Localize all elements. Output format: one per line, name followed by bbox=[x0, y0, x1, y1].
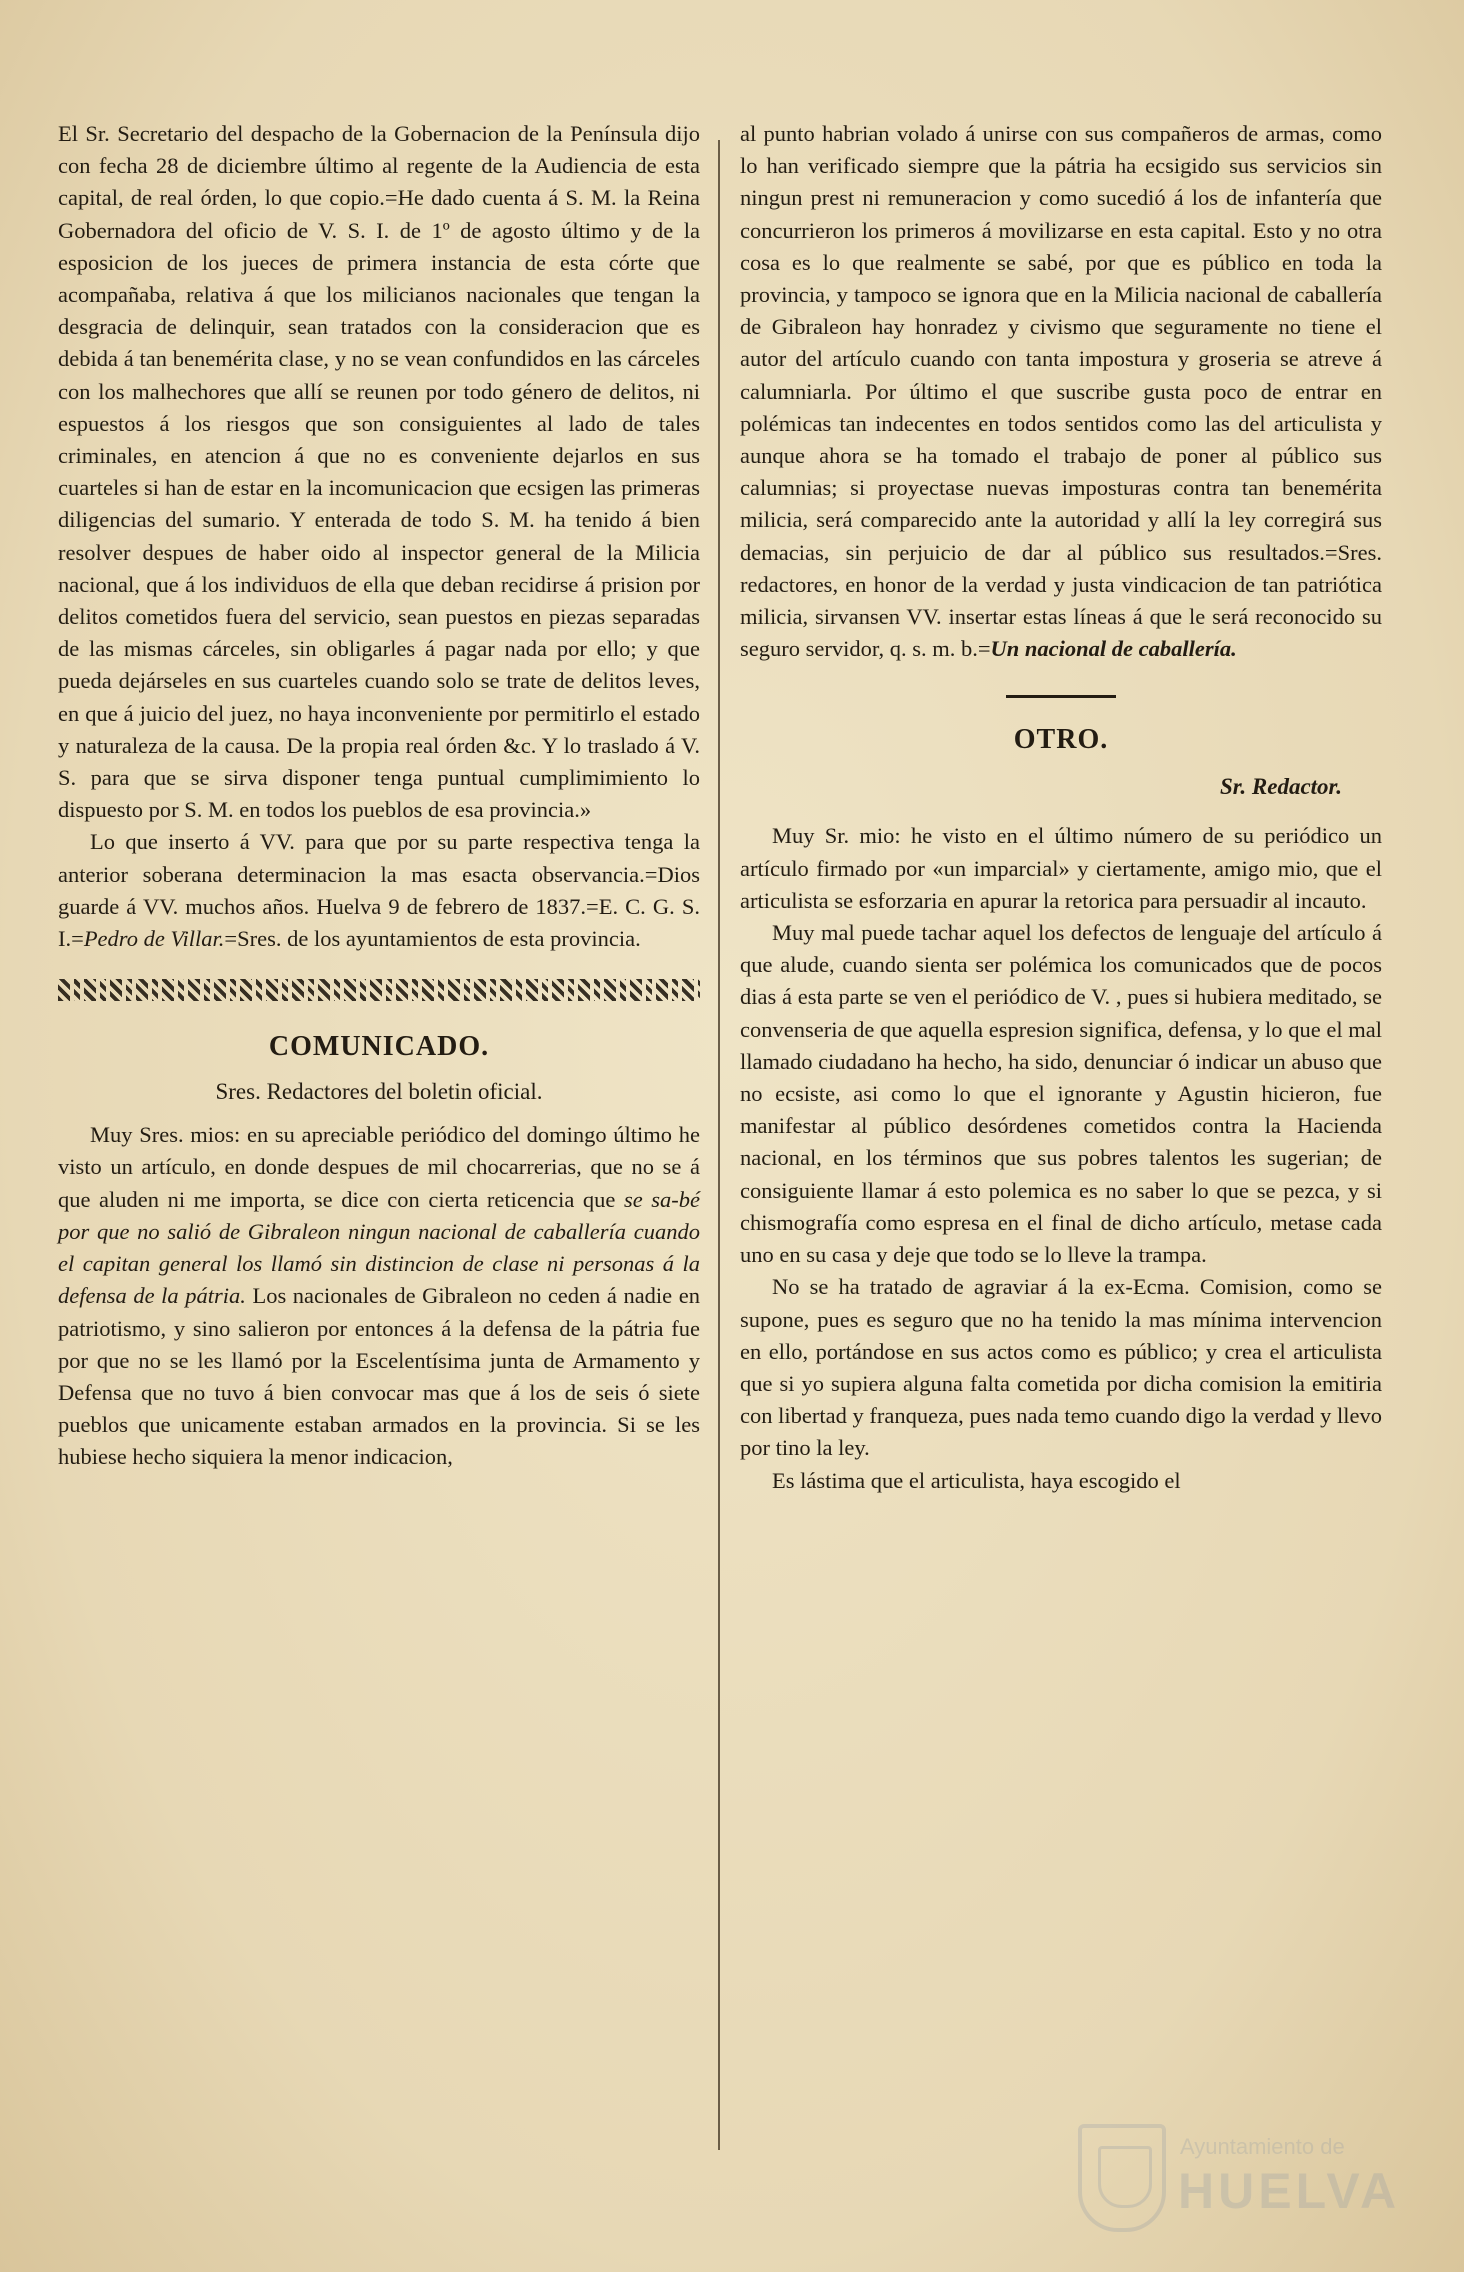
comunicado-text-start: Muy Sres. mios: en su apreciable periódico del domingo último he visto un artículo, en donde despues de mil chocarrerias, que no se á que aluden ni me importa, se dice con cierta reticencia que bbox=[58, 1122, 700, 1212]
otro-paragraph-1: Muy Sr. mio: he visto en el último número de su periódico un artículo firmado por «un imparcial» y ciertamente, amigo mio, que el articulista se esforzaria en apurar la retorica para persuadir al incauto. bbox=[740, 823, 1382, 913]
official-order-closing bbox=[58, 826, 700, 955]
coat-of-arms-icon bbox=[1078, 2124, 1166, 2232]
otro-paragraph-4: Es lástima que el articulista, haya escogido el bbox=[772, 1467, 1181, 1493]
comunicado-heading: COMUNICADO. bbox=[268, 1031, 490, 1063]
otro-heading: OTRO. bbox=[1013, 724, 1109, 756]
column-divider bbox=[718, 140, 720, 2150]
otro-paragraph-2: Muy mal puede tachar aquel los defectos de lenguaje del artículo á que alude, cuando sienta ser polémica los comunicados que de pocos dias á esta parte se ven el periódico de V. , pues si hubiera meditado, se convenseria de que aquella espresion significa, defensa, y lo que el mal llamado ciudadano ha hecho, ha sido, denunciar ó indicar un abuso que no ecsiste, asi como lo que el ignorante y Agustin hicieron, fue manifestar al público desórdenes cometidos contra la Hacienda nacional, en los términos que sus pobres talentos les sugerian; de consiguiente llamar á esto polemica es no saber lo que se pezca, y si chismografía como espresa en el final de dicho artículo, metase cada uno en su casa y deje que todo se lo lleve la trampa. bbox=[740, 920, 1382, 1268]
continuation-text: al punto habrian volado á unirse con sus compañeros de armas, como lo han verificado siempre que la pátria ha ecsigido sus servicios sin ningun prest ni remuneracion y como sucedió á los de infantería que concurrieron los primeros á movilizarse en esta capital. Esto y no otra cosa es lo que realmente se sabé, por que es público en toda la provincia, y tampoco se ignora que en la Milicia nacional de caballería de Gibraleon hay honradez y civismo que seguramente no tiene el autor del artículo cuando con tanta impostura y groseria se atreve á calumniarla. Por último el que suscribe gusta poco de entrar en polémicas tan indecentes en todos sentidos como las del articulista y aunque ahora se ha tomado el trabajo de poner al público sus calumnias; si proyectase nuevas imposturas contra tan benemérita milicia, será comparecido ante la autoridad y allí la ley corregirá sus demacias, sin perjuicio de dar al público sus resultados.=Sres. redactores, en honor de la verdad y justa vindicacion de tan patriótica milicia, sirvansen VV. insertar estas líneas á que le será reconocido su seguro servidor, q. s. m. b.= bbox=[740, 121, 1382, 662]
signature-villar: Pedro de Villar. bbox=[83, 926, 225, 952]
watermark-line-1: Ayuntamiento de bbox=[1180, 2134, 1345, 2159]
comunicado-continuation bbox=[740, 118, 1382, 665]
closing-text: Lo que inserto á VV. para que por su parte respectiva tenga la anterior soberana determinacion la mas esacta observancia.=Dios guarde á VV. muchos años. Huelva 9 de febrero de 1837.=E. C. G. S. I.= bbox=[58, 829, 700, 952]
signature-nacional: Un nacional de caballería. bbox=[990, 636, 1237, 662]
section-rule bbox=[1006, 695, 1116, 698]
decorative-divider bbox=[58, 979, 700, 1001]
left-column bbox=[58, 118, 700, 1474]
closing-recipients: =Sres. de los ayuntamientos de esta provincia. bbox=[224, 926, 641, 952]
otro-paragraph-3: No se ha tratado de agraviar á la ex-Ecma. Comision, como se supone, pues es seguro que no ha tenido la mas mínima intervencion en ello, portándose en sus actos como es público; y crea el articulista que si yo supiera alguna falta cometida por dicha comision la emitiria con libertad y franqueza, pues nada temo cuando digo la verdad y llevo por tino la ley. bbox=[740, 1274, 1382, 1461]
watermark-line-2: HUELVA bbox=[1178, 2163, 1401, 2219]
right-column bbox=[740, 118, 1382, 1497]
comunicado-paragraph bbox=[58, 1119, 700, 1473]
official-order-paragraph: El Sr. Secretario del despacho de la Gobernacion de la Península dijo con fecha 28 de diciembre último al regente de la Audiencia de esta capital, de real órden, lo que copio.=He dado cuenta á S. M. la Reina Gobernadora del oficio de V. S. I. de 1º de agosto último y de la esposicion de los jueces de primera instancia de esta córte que acompañaba, relativa á que los milicianos nacionales que tengan la desgracia de delinquir, sean tratados con la consideracion que es debida á tan benemérita clase, y no se vean confundidos en las cárceles con los malhechores que allí se reunen por todo género de delitos, ni espuestos á los riesgos que son consiguientes al lado de tales criminales, en atencion á que no es conveniente dejarlos en sus cuarteles si han de estar en la incomunicacion que ecsigen las primeras diligencias del sumario. Y enterada de todo S. M. ha tenido á bien resolver despues de haber oido al inspector general de la Milicia nacional, que á los individuos de ella que deban recidirse á prision por delitos cometidos fuera del servicio, sean puestos en piezas separadas de las mismas cárceles, sin obligarles á pagar nada por ello; y que pueda dejárseles en sus cuarteles cuando solo se trate de delitos leves, en que á juicio del juez, no haya inconveniente por permitirlo el estado y naturaleza de la causa. De la propia real órden &c. Y lo traslado á V. S. para que se sirva disponer tenga puntual cumplimimiento lo dispuesto por S. M. en todos los pueblos de esa provincia.» bbox=[58, 121, 700, 823]
otro-salutation: Sr. Redactor. bbox=[1219, 774, 1342, 800]
comunicado-salutation: Sres. Redactores del boletin oficial. bbox=[215, 1079, 543, 1105]
comunicado-quote: se sa-bé por que no salió de Gibraleon ningun nacional de caballería cuando el capitan general los llamó sin distincion de clase ni personas á la defensa de la pátria. bbox=[58, 1186, 700, 1309]
archive-watermark bbox=[1070, 2118, 1400, 2238]
comunicado-text-end: Los nacionales de Gibraleon no ceden á nadie en patriotismo, y sino salieron por entonces á la defensa de la pátria fue por que no se les llamó por la Escelentísima junta de Armamento y Defensa que no tuvo á bien convocar mas que á los de seis ó siete pueblos que unicamente estaban armados en la provincia. Si se les hubiese hecho siquiera la menor indicacion, bbox=[58, 1283, 700, 1470]
